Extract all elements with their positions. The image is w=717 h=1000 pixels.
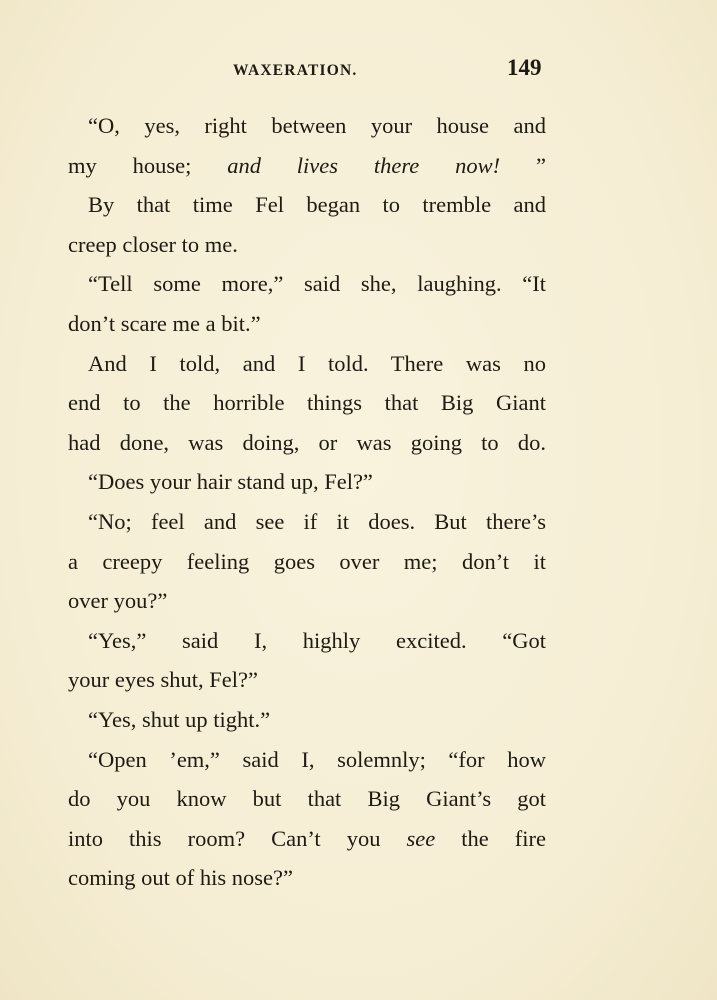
text-line: “Tell some more,” said she, laughing. “It [88, 271, 546, 297]
page-number: 149 [507, 55, 542, 80]
italic-text: and lives there now! [227, 152, 501, 178]
text-line: end to the horrible things that Big Giant [68, 390, 546, 416]
text-line: coming out of his nose?” [68, 865, 293, 891]
text-line: over you?” [68, 588, 168, 614]
text-line: do you know but that Big Giant’s got [68, 786, 546, 812]
body-text [68, 106, 546, 898]
text-line: had done, was doing, or was going to do. [68, 429, 546, 455]
text-line: don’t scare me a bit.” [68, 310, 261, 336]
text-line: “O, yes, right between your house and [88, 113, 546, 138]
text-line: my house; and lives there now! ” [68, 152, 546, 178]
text-line: “Does your hair stand up, Fel?” [88, 469, 373, 495]
text-line: And I told, and I told. There was no [88, 350, 546, 376]
text-line: By that time Fel began to tremble and [88, 192, 546, 218]
text-line: “Open ’em,” said I, solemnly; “for how [88, 746, 546, 772]
text-line: creep closer to me. [68, 231, 238, 257]
text-line: your eyes shut, Fel?” [68, 667, 258, 693]
text-line: “No; feel and see if it does. But there’s [88, 508, 546, 534]
text-line: into this room? Can’t you see the fire [68, 825, 546, 851]
text-line: “Yes,” said I, highly excited. “Got [88, 627, 546, 653]
italic-text: see [406, 825, 436, 851]
page-header [0, 55, 717, 85]
text-line: a creepy feeling goes over me; don’t it [68, 548, 546, 574]
running-head: WAXERATION. [233, 62, 358, 79]
text-line: “Yes, shut up tight.” [88, 706, 271, 732]
